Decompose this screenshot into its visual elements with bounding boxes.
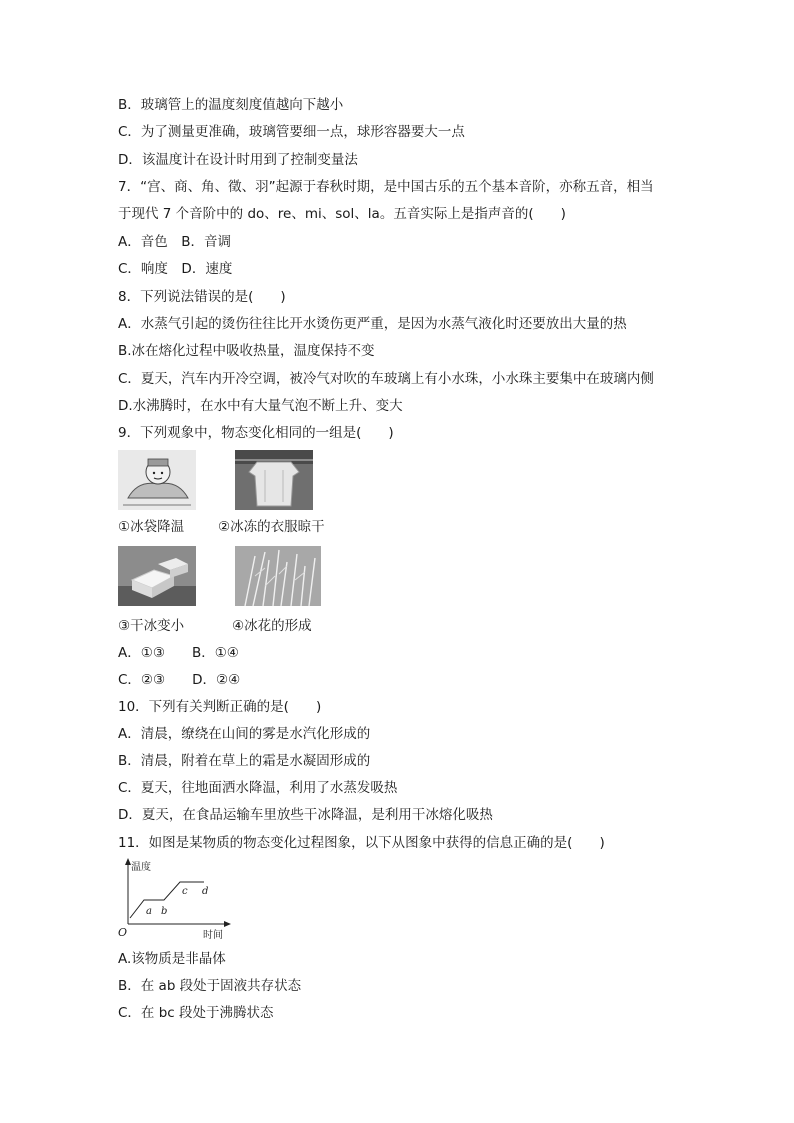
ice-bag-image <box>118 450 196 510</box>
point-a: a <box>146 906 152 917</box>
point-b: b <box>161 906 168 917</box>
question-7-line1: 7．“宫、商、角、徵、羽”起源于春秋时期，是中国古乐的五个基本音阶，亦称五音，相当 <box>118 179 654 195</box>
point-d: d <box>202 886 209 897</box>
dry-ice-image <box>118 546 196 606</box>
caption-ice-flower: ④冰花的形成 <box>232 618 312 634</box>
q8-option-c: C．夏天，汽车内开冷空调，被冷气对吹的车玻璃上有小水珠，小水珠主要集中在玻璃内侧 <box>118 371 654 387</box>
q10-option-a: A．清晨，缭绕在山间的雾是水汽化形成的 <box>118 726 371 742</box>
ice-flower-image <box>235 546 321 606</box>
q10-option-c: C．夏天，往地面洒水降温，利用了水蒸发吸热 <box>118 780 398 796</box>
q11-option-a: A.该物质是非晶体 <box>118 951 226 967</box>
q8-option-a: A．水蒸气引起的烫伤往往比开水烫伤更严重，是因为水蒸气液化时还要放出大量的热 <box>118 316 627 332</box>
option-b-q6: B．玻璃管上的温度刻度值越向下越小 <box>118 97 344 113</box>
graph-ylabel: 温度 <box>131 862 151 873</box>
q8-option-d: D.水沸腾时，在水中有大量气泡不断上升、变大 <box>118 398 403 414</box>
graph-origin: O <box>118 926 128 939</box>
frozen-clothes-image <box>235 450 313 510</box>
question-10: 10．下列有关判断正确的是( ) <box>118 699 322 715</box>
q10-option-b: B．清晨，附着在草上的霜是水凝固形成的 <box>118 753 371 769</box>
q10-option-d: D．夏天，在食品运输车里放些干冰降温，是利用干冰熔化吸热 <box>118 807 493 823</box>
question-7-line2: 于现代 7 个音阶中的 do、re、mi、sol、la。五音实际上是指声音的( ) <box>118 206 566 222</box>
q9-options-cd: C．②③ D．②④ <box>118 672 241 688</box>
q9-options-ab: A．①③ B．①④ <box>118 645 239 661</box>
caption-frozen-clothes: ②冰冻的衣服晾干 <box>218 519 325 535</box>
question-9: 9．下列观象中，物态变化相同的一组是( ) <box>118 425 394 441</box>
q7-options-cd: C．响度 D．速度 <box>118 261 233 277</box>
point-c: c <box>182 886 188 897</box>
graph-xlabel: 时间 <box>203 930 223 941</box>
q8-option-b: B.冰在熔化过程中吸收热量，温度保持不变 <box>118 343 375 359</box>
caption-dry-ice: ③干冰变小 <box>118 618 185 634</box>
question-8: 8．下列说法错误的是( ) <box>118 289 286 305</box>
option-c-q6: C．为了测量更准确，玻璃管要细一点，球形容器要大一点 <box>118 124 465 140</box>
temperature-time-graph <box>114 856 238 942</box>
question-11: 11．如图是某物质的物态变化过程图象，以下从图象中获得的信息正确的是( ) <box>118 835 605 851</box>
q11-option-c: C．在 bc 段处于沸腾状态 <box>118 1005 274 1021</box>
q7-options-ab: A．音色 B．音调 <box>118 234 231 250</box>
q11-option-b: B．在 ab 段处于固液共存状态 <box>118 978 302 994</box>
caption-ice-bag: ①冰袋降温 <box>118 519 185 535</box>
option-d-q6: D．该温度计在设计时用到了控制变量法 <box>118 152 358 168</box>
